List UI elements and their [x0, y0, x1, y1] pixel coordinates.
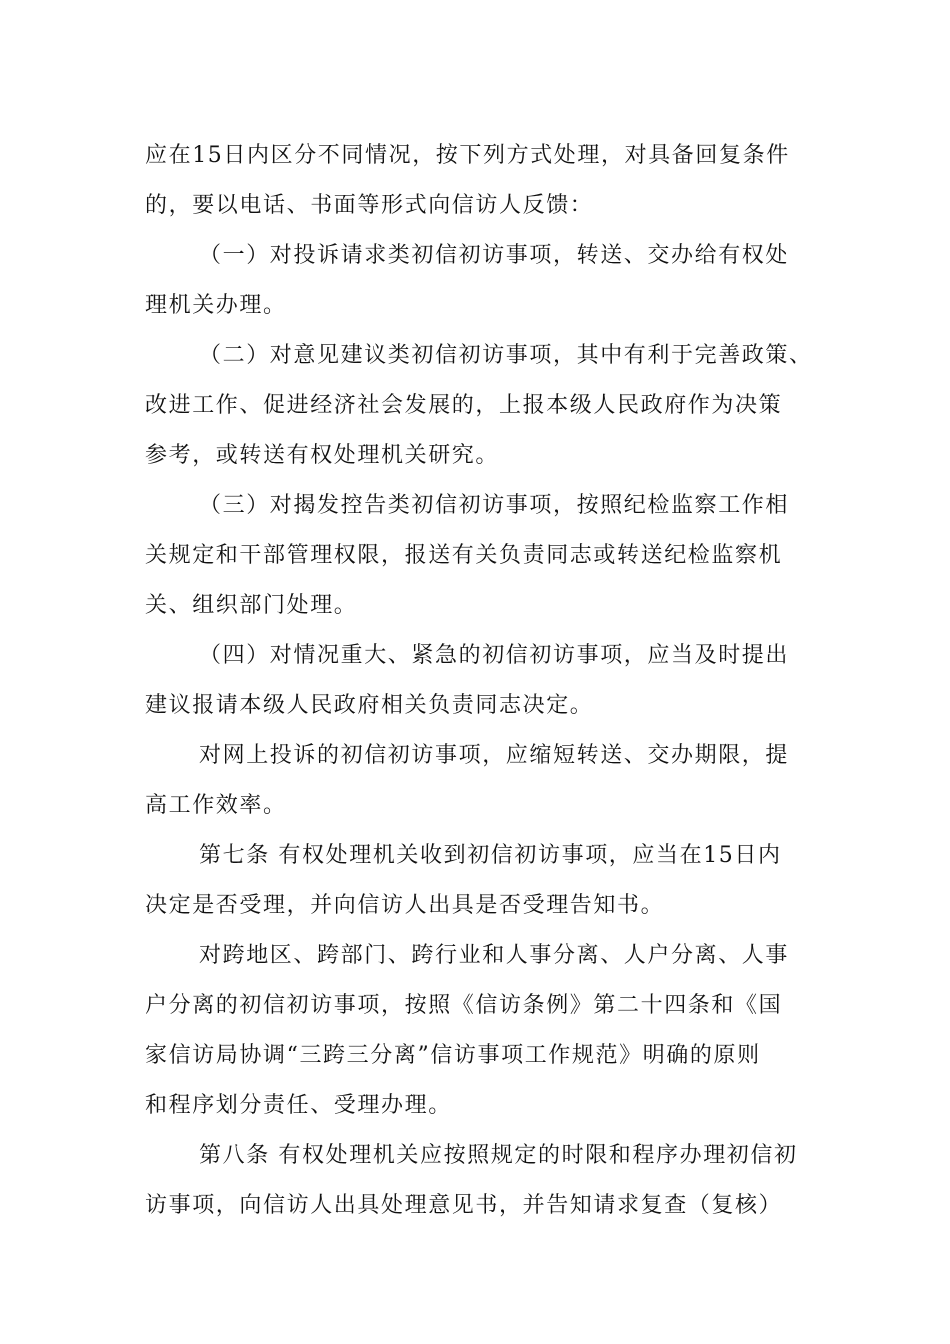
- text-line: 理机关办理。: [145, 293, 287, 318]
- text-line: 对网上投诉的初信初访事项，应缩短转送、交办期限，提: [199, 743, 790, 768]
- text-line: （四）对情况重大、紧急的初信初访事项，应当及时提出: [199, 643, 790, 668]
- text-line: 建议报请本级人民政府相关负责同志决定。: [145, 693, 594, 718]
- text-line: 对跨地区、跨部门、跨行业和人事分离、人户分离、人事: [199, 943, 790, 968]
- text-line: 应在15日内区分不同情况，按下列方式处理，对具备回复条件: [145, 143, 790, 168]
- text-line: 决定是否受理，并向信访人出具是否受理告知书。: [145, 893, 665, 918]
- text-line: 户分离的初信初访事项，按照《信访条例》第二十四条和《国: [145, 993, 783, 1018]
- text-line: 改进工作、促进经济社会发展的，上报本级人民政府作为决策: [145, 393, 783, 418]
- text-line: 关、组织部门处理。: [145, 593, 358, 618]
- text-line: 关规定和干部管理权限，报送有关负责同志或转送纪检监察机: [145, 543, 783, 568]
- text-line: 家信访局协调“三跨三分离”信访事项工作规范》明确的原则: [145, 1043, 761, 1068]
- text-line: （一）对投诉请求类初信初访事项，转送、交办给有权处: [199, 243, 790, 268]
- text-line: 高工作效率。: [145, 793, 287, 818]
- text-line: 的，要以电话、书面等形式向信访人反馈：: [145, 193, 594, 218]
- text-line: 和程序划分责任、受理办理。: [145, 1093, 452, 1118]
- text-line: 第八条 有权处理机关应按照规定的时限和程序办理初信初: [199, 1143, 798, 1168]
- text-line: （三）对揭发控告类初信初访事项，按照纪检监察工作相: [199, 493, 790, 518]
- text-line: 参考，或转送有权处理机关研究。: [145, 443, 500, 468]
- document-body: [145, 131, 815, 1231]
- text-line: 访事项，向信访人出具处理意见书，并告知请求复查（复核）: [145, 1193, 783, 1218]
- text-line: （二）对意见建议类初信初访事项，其中有利于完善政策、: [199, 343, 813, 368]
- text-line: 第七条 有权处理机关收到初信初访事项，应当在15日内: [199, 843, 782, 868]
